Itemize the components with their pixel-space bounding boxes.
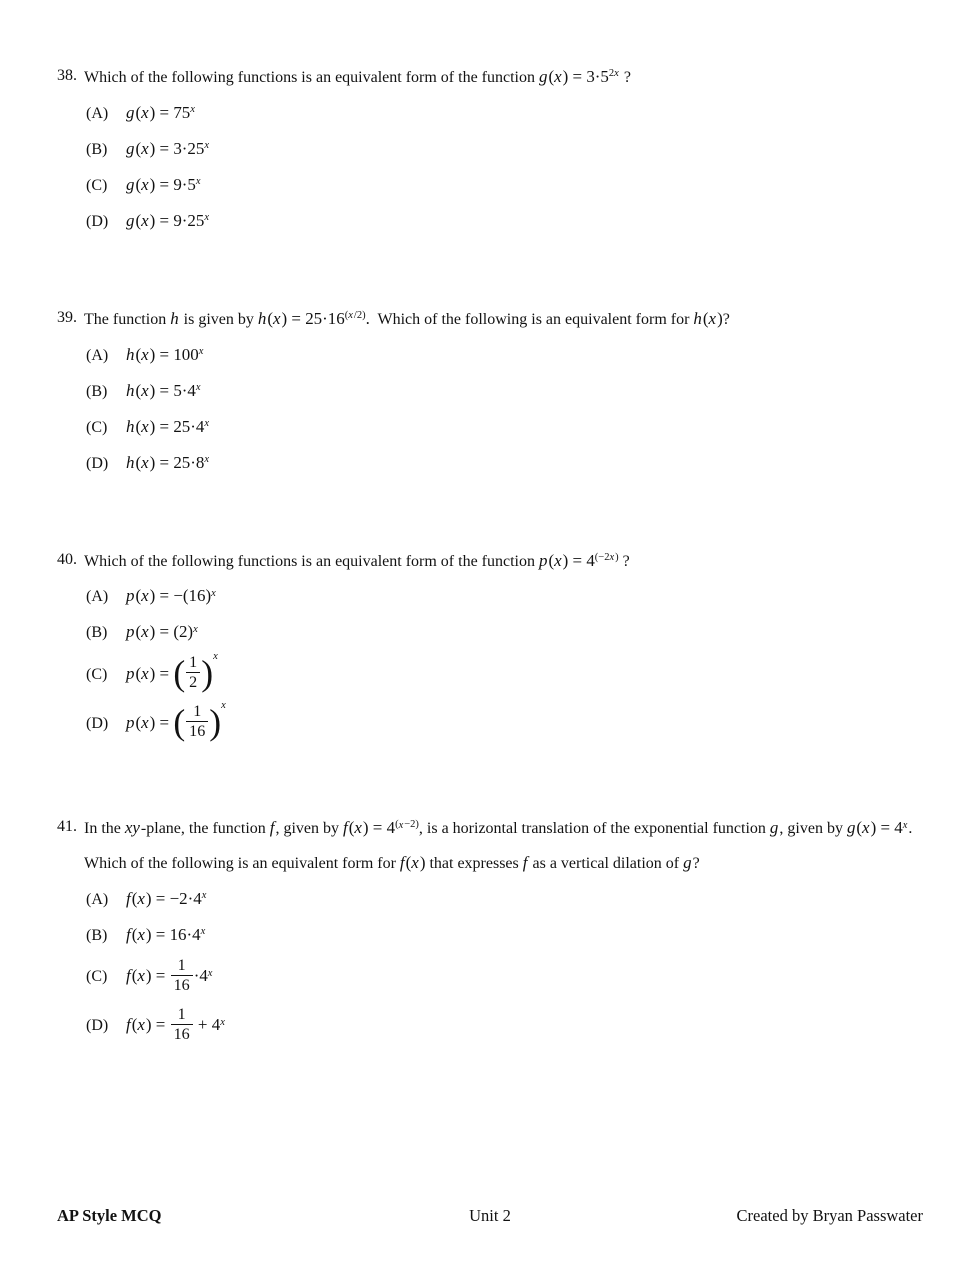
math-expression: p(x) = ( $\frac{1}{2}$ )$^x$ bbox=[126, 650, 218, 693]
question-number: 39. bbox=[57, 308, 77, 326]
footer-unit-label: Unit 2 bbox=[469, 1206, 511, 1225]
math-expression: $f(x) = 4^{(x-2)}$ bbox=[343, 818, 419, 838]
math-expression: $f(x) = 16\cdot 4^x$ bbox=[126, 924, 206, 944]
choice-label: (B) bbox=[86, 926, 108, 944]
choice-math bbox=[126, 957, 213, 995]
choice-math bbox=[126, 699, 227, 742]
choice-math bbox=[126, 380, 202, 400]
answer-choice bbox=[86, 342, 923, 368]
choice-label: (D) bbox=[86, 454, 109, 472]
choice-list bbox=[57, 583, 923, 743]
answer-choice bbox=[86, 100, 923, 126]
math-expression: h bbox=[170, 308, 179, 328]
choice-label: (D) bbox=[86, 714, 109, 732]
answer-choice bbox=[86, 699, 923, 743]
math-expression: $h(x) = 5\cdot 4^x$ bbox=[126, 380, 201, 400]
choice-math bbox=[126, 588, 217, 605]
question-stem: The function h is given by $h(x) = 25\cdot 16^{(x/2)}$. Which of the following is an equivalent form for h(x)? bbox=[84, 308, 730, 328]
choice-label: (D) bbox=[86, 212, 109, 230]
choice-label: (B) bbox=[86, 624, 108, 642]
choice-label: (C) bbox=[86, 418, 108, 436]
choice-math bbox=[126, 210, 210, 230]
choice-label: (B) bbox=[86, 382, 108, 400]
answer-choice bbox=[86, 886, 923, 912]
question-number: 40. bbox=[57, 550, 77, 568]
question-stem-row bbox=[57, 544, 923, 579]
choice-label: (C) bbox=[86, 968, 108, 986]
math-expression: $p(x) = (2)^x$ bbox=[126, 622, 198, 642]
page-footer bbox=[57, 1206, 923, 1226]
math-expression: $g(x) = 3\cdot 5^{2x}$ bbox=[539, 67, 619, 86]
math-expression: $h(x) = 25\cdot 16^{(x/2)}$. bbox=[257, 308, 370, 328]
question bbox=[57, 811, 923, 1046]
math-expression: $p(x) = 4^{(-2x)}$ bbox=[539, 550, 619, 570]
choice-math bbox=[126, 650, 219, 693]
choice-label: (A) bbox=[86, 890, 109, 908]
math-expression: $h(x) = 25\cdot 8^x$ bbox=[126, 452, 210, 472]
question-number: 41. bbox=[57, 818, 77, 836]
choice-label: (A) bbox=[86, 588, 109, 606]
math-expression: g(x) = 75$^x$ bbox=[126, 102, 195, 122]
choice-math bbox=[126, 924, 206, 944]
question bbox=[57, 302, 923, 476]
math-expression: xy bbox=[124, 818, 140, 838]
choice-label: (C) bbox=[86, 665, 108, 683]
choice-label: (C) bbox=[86, 176, 108, 194]
math-expression: f(x) = $\frac{1}{16}$ + 4$^x$ bbox=[126, 1006, 225, 1044]
math-expression: f bbox=[269, 818, 275, 838]
answer-choice bbox=[86, 1007, 923, 1046]
math-expression: h(x) = 100$^x$ bbox=[126, 344, 204, 364]
math-expression: g bbox=[769, 818, 779, 838]
choice-list bbox=[57, 342, 923, 476]
question bbox=[57, 60, 923, 234]
math-expression: $p(x) = -(16)^x$ bbox=[126, 586, 216, 606]
question bbox=[57, 544, 923, 744]
answer-choice bbox=[86, 378, 923, 404]
choice-label: (D) bbox=[86, 1017, 109, 1035]
choice-math bbox=[126, 138, 210, 158]
choice-math bbox=[126, 344, 204, 364]
answer-choice bbox=[86, 450, 923, 476]
choice-label: (B) bbox=[86, 140, 108, 158]
math-expression: p(x) = ( $\frac{1}{16}$ )$^x$ bbox=[126, 699, 226, 742]
question-stem: Which of the following functions is an equivalent form of the function $g(x) = 3\cdot 5^{2x}$ ? bbox=[84, 67, 631, 86]
answer-choice bbox=[86, 414, 923, 440]
choice-math bbox=[126, 624, 199, 641]
question-stem-row bbox=[57, 302, 923, 337]
answer-choice bbox=[86, 583, 923, 609]
math-expression: g(x) = 4$^x$ bbox=[846, 818, 908, 838]
answer-choice bbox=[86, 650, 923, 694]
choice-label: (A) bbox=[86, 346, 109, 364]
math-expression: $h(x) = 25\cdot 4^x$ bbox=[126, 416, 210, 436]
answer-choice bbox=[86, 922, 923, 948]
math-expression: g bbox=[683, 853, 692, 873]
choice-label: (A) bbox=[86, 104, 109, 122]
choice-math bbox=[126, 174, 202, 194]
math-expression: $g(x) = 3\cdot 25^x$ bbox=[126, 138, 210, 158]
answer-choice bbox=[86, 136, 923, 162]
answer-choice bbox=[86, 172, 923, 198]
math-expression: f(x) = $\frac{1}{16}$ $\cdot 4^x$ bbox=[126, 957, 213, 995]
answer-choice bbox=[86, 619, 923, 645]
answer-choice bbox=[86, 208, 923, 234]
choice-math bbox=[126, 888, 207, 908]
footer-credit-label: Created by Bryan Passwater bbox=[736, 1206, 924, 1225]
math-expression: f(x) bbox=[399, 853, 426, 873]
math-expression: $g(x) = 9\cdot 5^x$ bbox=[126, 174, 201, 194]
math-expression: h(x) bbox=[693, 308, 723, 328]
choice-math bbox=[126, 102, 196, 122]
choice-math bbox=[126, 452, 210, 472]
question-stem: Which of the following functions is an equivalent form of the function $p(x) = 4^{(-2x)}$ ? bbox=[84, 550, 630, 570]
footer-left-label: AP Style MCQ bbox=[57, 1206, 162, 1225]
choice-math bbox=[126, 1006, 226, 1044]
answer-choice bbox=[86, 958, 923, 997]
question-list bbox=[57, 60, 923, 1046]
math-expression: f bbox=[522, 853, 528, 873]
choice-list bbox=[57, 100, 923, 234]
math-expression: $g(x) = 9\cdot 25^x$ bbox=[126, 210, 210, 230]
choice-list bbox=[57, 886, 923, 1046]
question-stem: In the xy-plane, the function f, given by $f(x) = 4^{(x-2)}$, is a horizontal translation of the exponential function g, given by g(x) = 4$^x$. Which of the following is an equivalent form for f(x) that expresses f as a vertical dilation of g? bbox=[84, 818, 913, 873]
question-stem-row bbox=[57, 811, 923, 881]
choice-math bbox=[126, 416, 210, 436]
math-expression: $f(x) = -2\cdot 4^x$ bbox=[126, 888, 207, 908]
question-number: 38. bbox=[57, 67, 77, 84]
question-stem-row bbox=[57, 60, 923, 95]
